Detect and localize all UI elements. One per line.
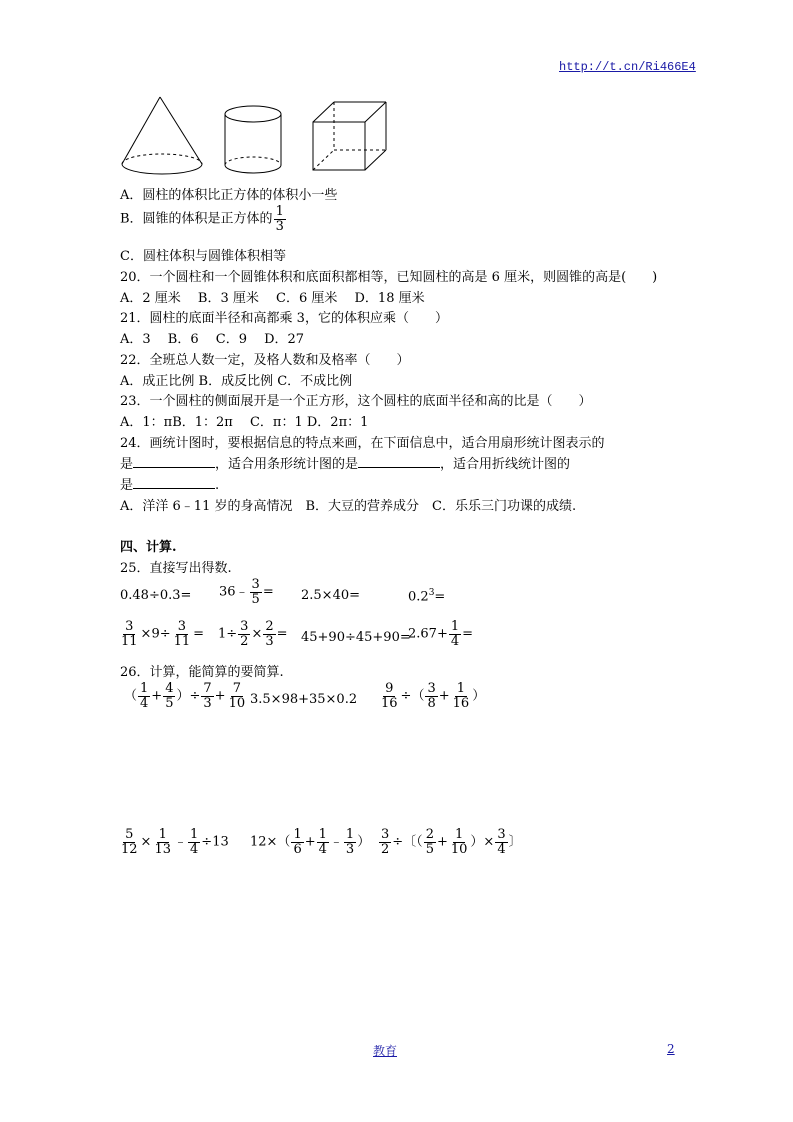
expr-r1-4: $0.2^3=$ — [408, 588, 446, 605]
fraction: $\frac{1}{3}$ — [275, 204, 284, 234]
expr-r1-2: 36﹣ $\frac{3}{5}$ = — [219, 577, 274, 607]
q21-stem: 21．圆柱的底面半径和高都乘 3，它的体积应乘（ ） — [120, 311, 448, 326]
q23-options: A．1：πB．1：2π C．π：1 D．2π：1 — [120, 415, 369, 430]
q25-stem: 25．直接写出得数. — [120, 561, 232, 576]
expr-r3-1: （ $\frac{1}{4}$ + $\frac{4}{5}$ ）÷ $\frac{7}{3}$ + $\frac{7}{10}$ — [124, 681, 246, 711]
expr-r1-1: 0.48÷0.3= — [120, 588, 192, 603]
expr-r3-3: $\frac{9}{16}$ ÷（ $\frac{3}{8}$ + $\frac{1}{16}$ ） — [381, 681, 486, 711]
q19-option-a: A．圆柱的体积比正方体的体积小一些 — [120, 188, 338, 203]
expr-r4-3: $\frac{3}{2}$ ÷〔（ $\frac{2}{5}$ + $\frac{1}{10}$ ）× $\frac{3}{4}$ 〕 — [381, 827, 522, 857]
q24-line2: 是 ，适合用条形统计图的是 ，适合用折线统计图的 — [120, 457, 571, 472]
expr-r3-2: 3.5×98+35×0.2 — [250, 692, 358, 707]
q22-options: A．成正比例 B．成反比例 C．不成比例 — [120, 374, 353, 389]
expr-r2-2: 1÷ $\frac{3}{2}$ × $\frac{2}{3}$ = — [218, 619, 288, 649]
q20-stem: 20．一个圆柱和一个圆锥体积和底面积都相等，已知圆柱的高是 6 厘米，则圆锥的高是( ) — [120, 270, 658, 285]
cone-shape — [122, 97, 202, 174]
answer-blank — [133, 455, 215, 468]
section-title: 四、计算. — [120, 540, 177, 555]
expr-r2-1: $\frac{3}{11}$ ×9÷ $\frac{3}{11}$ = — [121, 619, 205, 649]
q24-line1: 24．画统计图时，要根据信息的特点来画，在下面信息中，适合用扇形统计图表示的 — [120, 436, 605, 451]
footer-link[interactable]: 教育 — [373, 1044, 398, 1058]
expr-r4-2: 12×（ $\frac{1}{6}$ + $\frac{1}{4}$ ﹣ $\frac{1}{3}$ ） — [250, 827, 371, 857]
cylinder-shape — [225, 106, 281, 173]
geometry-figures — [115, 92, 400, 182]
q19-option-b: B．圆锥的体积是正方体的 $\frac{1}{3}$ — [120, 204, 284, 234]
q26-stem: 26．计算，能简算的要简算. — [120, 665, 284, 680]
q19-option-c: C．圆柱体积与圆锥体积相等 — [120, 249, 286, 264]
answer-blank — [358, 455, 440, 468]
page-number[interactable]: 2 — [667, 1042, 675, 1056]
q23-stem: 23．一个圆柱的侧面展开是一个正方形，这个圆柱的底面半径和高的比是（ ） — [120, 394, 592, 409]
q24-line3: 是 . — [120, 478, 220, 493]
expr-r2-3: 45+90÷45+90= — [301, 630, 411, 645]
expr-r1-3: 2.5×40= — [301, 588, 361, 603]
q20-options: A．2 厘米 B．3 厘米 C．6 厘米 D．18 厘米 — [120, 291, 425, 306]
q22-stem: 22．全班总人数一定，及格人数和及格率（ ） — [120, 353, 410, 368]
q24-options: A．洋洋 6﹣11 岁的身高情况 B．大豆的营养成分 C．乐乐三门功课的成绩. — [120, 499, 577, 514]
expr-r2-4: 2.67+ $\frac{1}{4}$ = — [408, 619, 474, 649]
header-url[interactable]: http://t.cn/Ri466E4 — [559, 60, 696, 74]
cube-shape — [313, 102, 386, 170]
expr-r4-1: $\frac{5}{12}$ × $\frac{1}{13}$ ﹣ $\frac{1}{4}$ ÷13 — [121, 827, 229, 857]
answer-blank — [133, 476, 215, 489]
q21-options: A．3 B．6 C．9 D．27 — [120, 332, 305, 347]
